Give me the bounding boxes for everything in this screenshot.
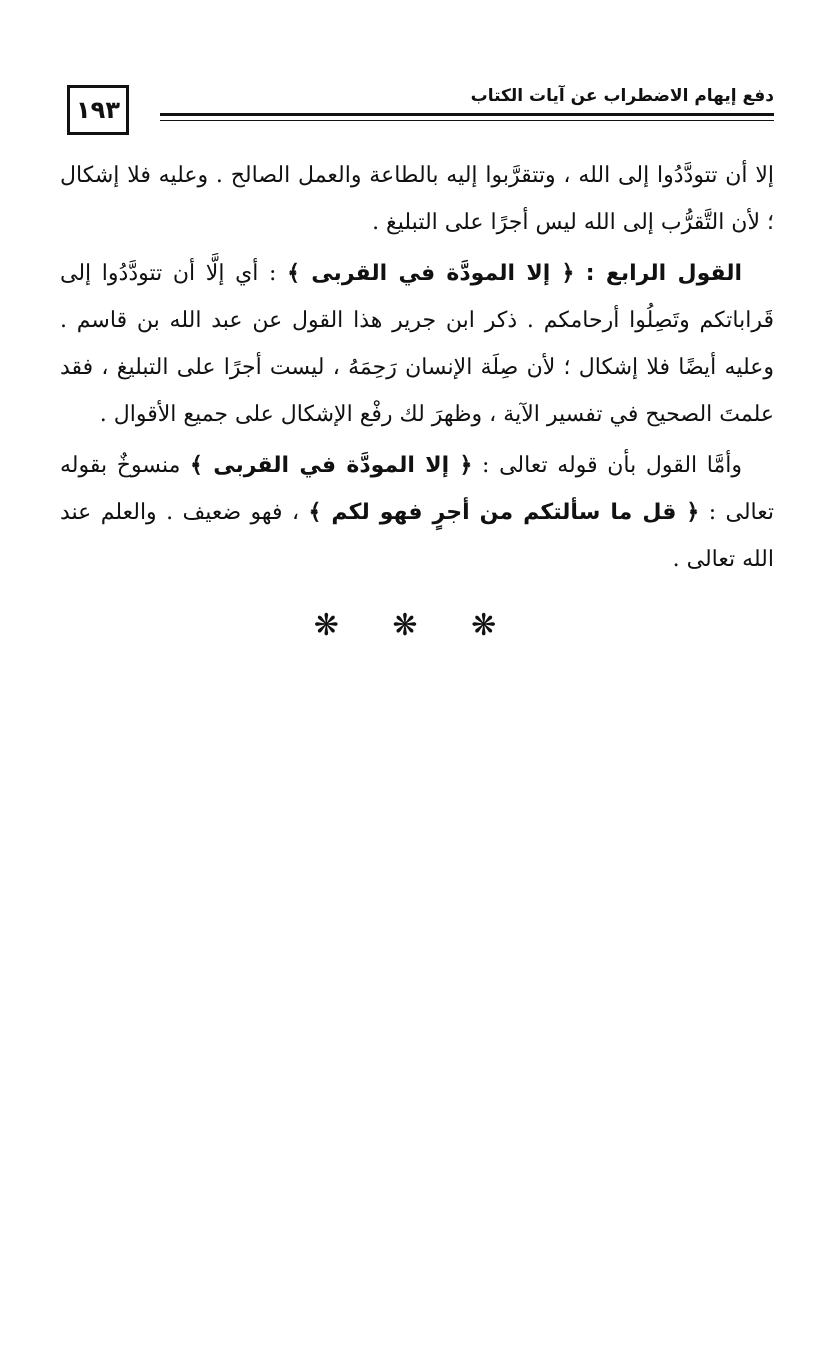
running-header-title: دفع إيهام الاضطراب عن آيات الكتاب — [470, 86, 774, 106]
paragraph-2-text: : أي إلَّا أن تتودَّدُوا إلى قَراباتكم وتَصِلُوا أرحامكم . ذكر ابن جرير هذا القول عن عبد الله بن قاسم . وعليه أيضًا فلا إشكال ؛ لأن صِلَة الإنسان رَحِمَهُ ، ليست أجرًا على التبليغ ، فقد علمتَ الصحيح في تفسير الآية ، وظهرَ لك رفْع الإشكال على جميع الأقوال . — [60, 261, 774, 427]
paragraph-3-text-c: ، فهو ضعيف . والعلم عند الله تعالى . — [60, 500, 774, 572]
paragraph-3-text-a: وأمَّا القول بأن قوله تعالى : — [472, 453, 743, 478]
paragraph-2-quran-quote: ﴿ إلا المودَّة في القربى ﴾ — [287, 261, 575, 286]
header-rule — [160, 113, 774, 123]
header-rule-thin-line — [160, 120, 774, 121]
paragraph-2-heading: القول الرابع : — [574, 261, 742, 286]
page-number: ١٩٣ — [76, 96, 120, 124]
paragraph-3-quran-quote-2: ﴿ قل ما سألتكم من أجرٍ فهو لكم ﴾ — [308, 500, 700, 525]
paragraph-3-quran-quote-1: ﴿ إلا المودَّة في القربى ﴾ — [190, 453, 473, 478]
header-rule-thick-line — [160, 113, 774, 116]
paragraph-1 — [60, 152, 774, 246]
paragraph-1-text: إلا أن تتودَّدُوا إلى الله ، وتتقرَّبوا إليه بالطاعة والعمل الصالح . وعليه فلا إشكال ؛ لأن التَّقرُّب إلى الله ليس أجرًا على التبليغ . — [60, 163, 774, 235]
paragraph-2 — [60, 250, 774, 438]
body-text — [60, 152, 774, 587]
paragraph-3-text-b: منسوخٌ بقوله تعالى : — [60, 453, 774, 525]
paragraph-3 — [60, 442, 774, 583]
page-number-box — [67, 85, 129, 135]
section-end-ornament: ❋ ❋ ❋ — [313, 608, 519, 643]
